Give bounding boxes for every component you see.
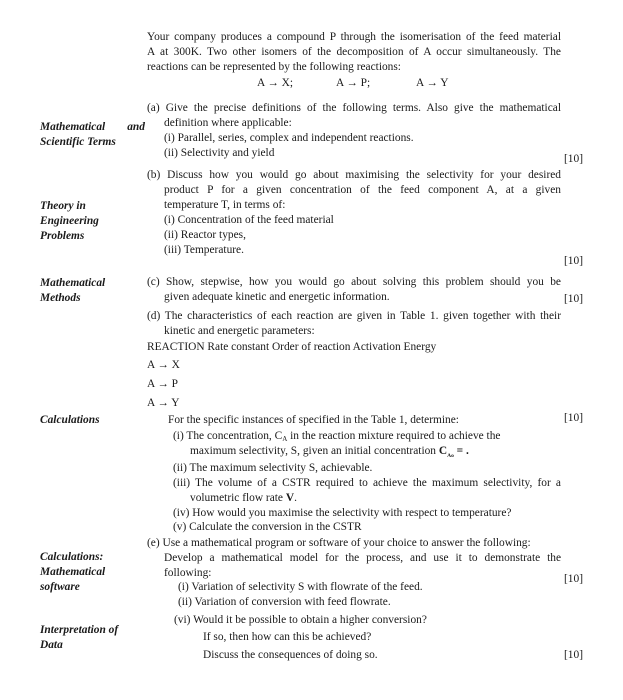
flow-rate-symbol: V bbox=[285, 492, 295, 504]
part-c-line-2: given adequate kinetic and energetic information. bbox=[164, 291, 390, 303]
part-c-marks: [10] bbox=[564, 293, 583, 305]
intro-line-2: A at 300K. Two other isomers of the decomposition of A occur simultaneously. The bbox=[147, 46, 561, 58]
label-calculations bbox=[40, 413, 100, 428]
part-e-question-2: Discuss the consequences of doing so. bbox=[203, 649, 378, 661]
label-calc-software bbox=[40, 550, 105, 595]
calc-text: . bbox=[294, 492, 297, 504]
label-text: Engineering bbox=[40, 215, 99, 227]
table-row-ax: A → X bbox=[147, 359, 180, 371]
initial-concentration-subscript: Ao bbox=[447, 453, 454, 459]
calc-text: volumetric flow rate bbox=[190, 492, 286, 504]
table-row-ay: A → Y bbox=[147, 397, 180, 409]
reaction-ap: A → P; bbox=[336, 77, 371, 89]
reaction-ax: A → X; bbox=[257, 77, 294, 89]
calc-item-iv: (iv) How would you maximise the selectivity with respect to temperature? bbox=[173, 507, 512, 519]
part-b-line-1: (b) Discuss how you would go about maximising the selectivity for your desired bbox=[147, 169, 561, 181]
part-e-marks-2: [10] bbox=[564, 649, 583, 661]
label-text: Problems bbox=[40, 230, 85, 242]
part-d-line-2: kinetic and energetic parameters: bbox=[164, 325, 315, 337]
intro-line-3: reactions can be represented by the following reactions: bbox=[147, 61, 401, 73]
table-header: REACTION Rate constant Order of reaction Activation Energy bbox=[147, 341, 437, 353]
part-b-line-3: temperature T, in terms of: bbox=[164, 199, 286, 211]
calc-text: in the reaction mixture required to achieve the bbox=[287, 430, 501, 442]
part-c-line-1: (c) Show, stepwise, how you would go about solving this problem should you be bbox=[147, 276, 561, 288]
part-b-item-ii: (ii) Reactor types, bbox=[164, 229, 246, 241]
part-a-item-ii: (ii) Selectivity and yield bbox=[164, 147, 275, 159]
part-e-question-1: If so, then how can this be achieved? bbox=[203, 631, 372, 643]
label-text: Mathematical bbox=[40, 277, 106, 289]
part-e-item-ii: (ii) Variation of conversion with feed flowrate. bbox=[178, 596, 391, 608]
initial-concentration-symbol: C bbox=[438, 445, 448, 457]
calc-intro: For the specific instances of specified in the Table 1, determine: bbox=[168, 414, 459, 426]
label-text: software bbox=[40, 581, 80, 593]
label-text: Data bbox=[40, 639, 63, 651]
label-text: Mathematical bbox=[40, 566, 106, 578]
part-b-marks: [10] bbox=[564, 255, 583, 267]
part-e-item-i: (i) Variation of selectivity S with flowrate of the feed. bbox=[178, 581, 423, 593]
label-theory bbox=[40, 199, 99, 244]
label-text: Calculations: bbox=[40, 551, 104, 563]
part-a-line-1: (a) Give the precise definitions of the following terms. Also give the mathematical bbox=[147, 102, 561, 114]
label-interpretation bbox=[40, 623, 118, 653]
part-a-item-i: (i) Parallel, series, complex and independent reactions. bbox=[164, 132, 414, 144]
label-text: Calculations bbox=[40, 414, 100, 426]
label-text: Theory in bbox=[40, 200, 86, 212]
part-e-marks: [10] bbox=[564, 573, 583, 585]
part-b-item-iii: (iii) Temperature. bbox=[164, 244, 244, 256]
label-text: and bbox=[127, 121, 145, 133]
concentration-subscript: A bbox=[282, 435, 288, 443]
calc-text: = . bbox=[453, 445, 469, 457]
part-d-line-1: (d) The characteristics of each reaction are given in Table 1. given together with their bbox=[147, 310, 561, 322]
reaction-ay: A → Y bbox=[416, 77, 449, 89]
table-row-ap: A → P bbox=[147, 378, 179, 390]
calc-item-iii: (iii) The volume of a CSTR required to achieve the maximum selectivity, for a bbox=[173, 477, 561, 489]
part-a-marks: [10] bbox=[564, 153, 583, 165]
part-e-line-2: Develop a mathematical model for the process, and use it to demonstrate the bbox=[164, 552, 561, 564]
calc-text: (i) The concentration, C bbox=[173, 430, 283, 442]
part-e-line-1: (e) Use a mathematical program or software of your choice to answer the following: bbox=[147, 537, 531, 549]
calc-item-v: (v) Calculate the conversion in the CSTR bbox=[173, 521, 362, 533]
label-text: Interpretation of bbox=[40, 624, 119, 636]
label-math-sci bbox=[40, 120, 145, 150]
part-e-item-vi: (vi) Would it be possible to obtain a higher conversion? bbox=[174, 614, 427, 626]
part-b-item-i: (i) Concentration of the feed material bbox=[164, 214, 334, 226]
calc-text: maximum selectivity, S, given an initial concentration bbox=[190, 445, 439, 457]
label-methods bbox=[40, 276, 105, 306]
part-b-line-2: product P for a given concentration of the feed component A, at a given bbox=[164, 184, 561, 196]
part-a-line-2: definition where applicable: bbox=[164, 117, 292, 129]
calc-item-iii-line-2 bbox=[190, 491, 297, 505]
label-text: Scientific Terms bbox=[40, 136, 116, 148]
label-text: Methods bbox=[40, 292, 81, 304]
label-text: Mathematical bbox=[40, 121, 106, 133]
part-e-line-3: following: bbox=[164, 567, 212, 579]
intro-line-1: Your company produces a compound P through the isomerisation of the feed material bbox=[147, 31, 561, 43]
calc-marks: [10] bbox=[564, 412, 583, 424]
calc-item-ii: (ii) The maximum selectivity S, achievable. bbox=[173, 462, 373, 474]
